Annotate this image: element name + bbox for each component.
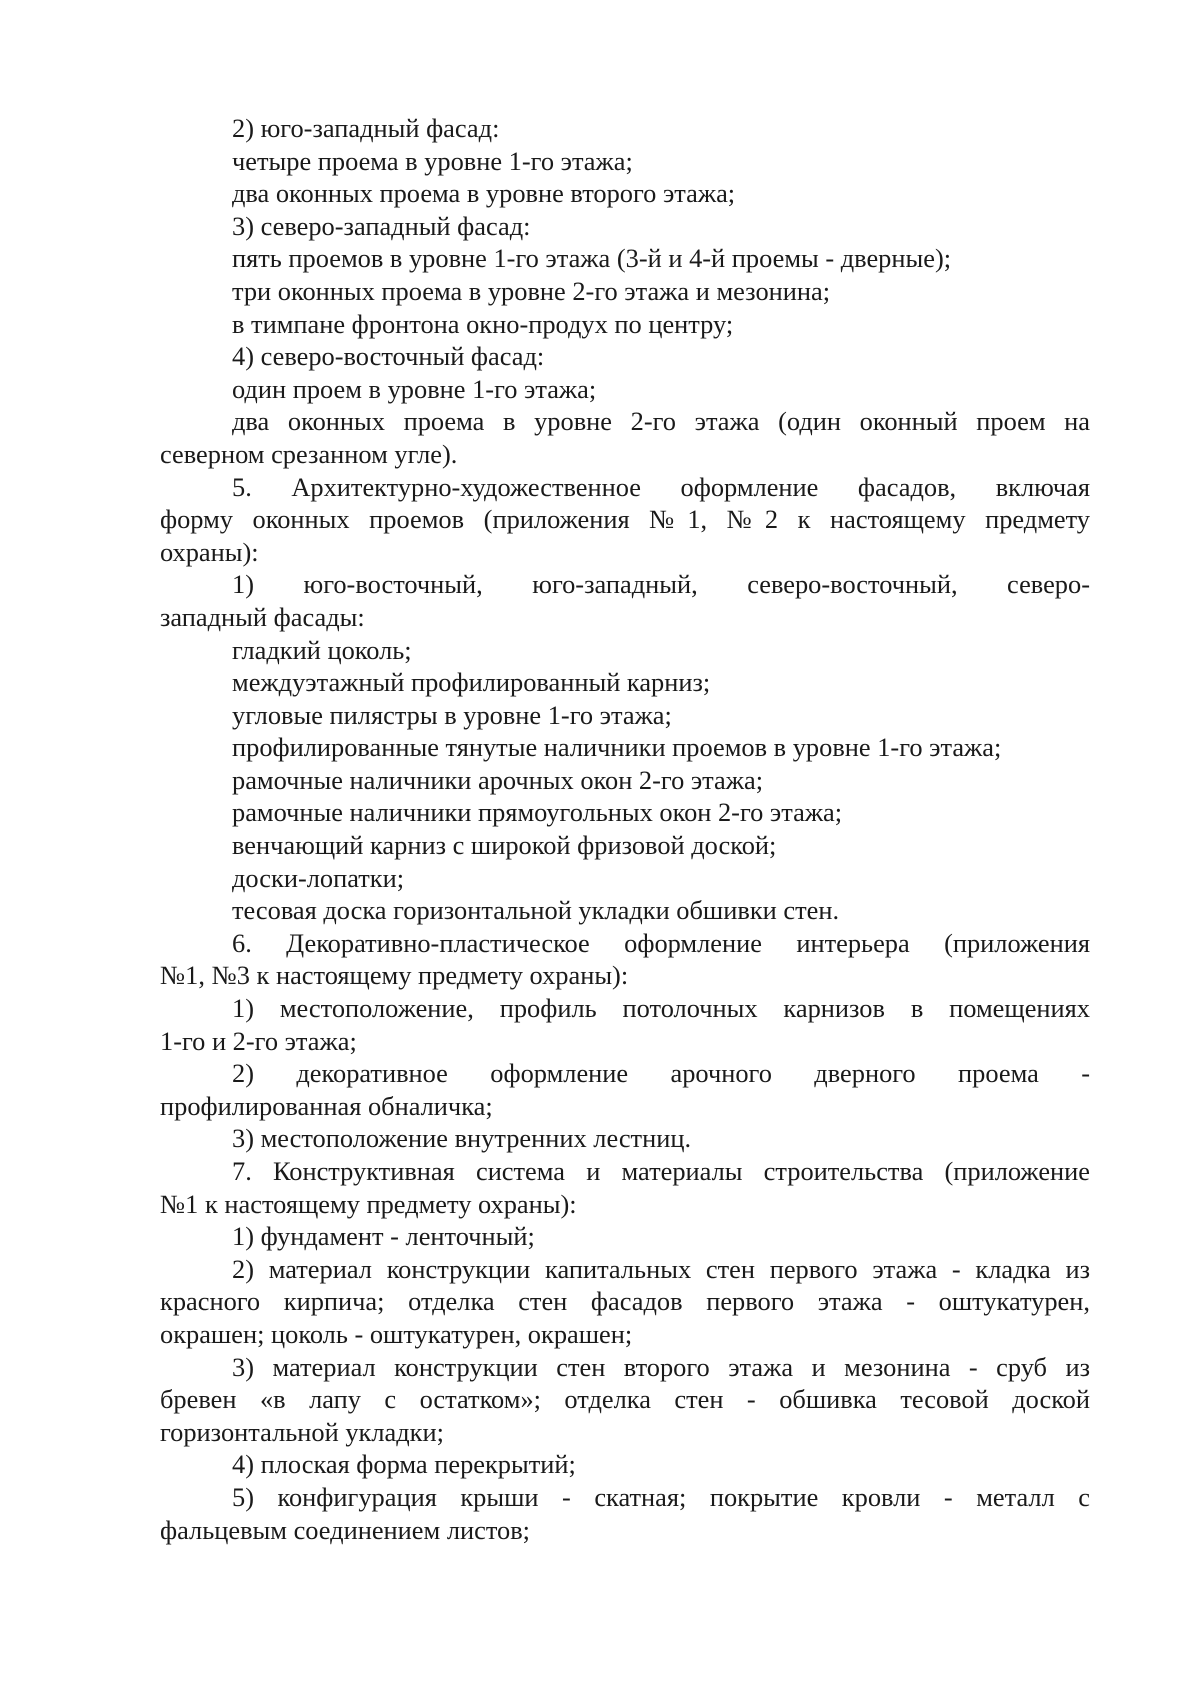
text-line: фальцевым соединением листов; [160,1514,530,1545]
text-line: 2) декоративное оформление арочного дверного проема - [232,1058,1090,1089]
text-line: 5. Архитектурно-художественное оформление фасадов, включая [232,471,1090,502]
text-line: междуэтажный профилированный карниз; [232,667,711,698]
text-line: четыре проема в уровне 1-го этажа; [232,145,633,176]
text-line: охраны): [160,536,259,567]
text-line: угловые пилястры в уровне 1-го этажа; [232,699,672,730]
text-line: 2) юго-западный фасад: [232,113,500,143]
text-line: профилированные тянутые наличники проемов в уровне 1-го этажа; [232,732,1002,763]
text-line: доски-лопатки; [232,862,405,893]
text-line: два оконных проема в уровне 2-го этажа (один оконный проем на [232,406,1090,437]
text-line: тесовая доска горизонтальной укладки обшивки стен. [232,895,840,926]
text-line: бревен «в лапу с остатком»; отделка стен - обшивка тесовой доской [160,1384,1090,1415]
text-line: №1, №3 к настоящему предмету охраны): [160,960,629,991]
text-line: 1) юго-восточный, юго-западный, северо-восточный, северо- [232,569,1090,600]
text-line: 3) местоположение внутренних лестниц. [232,1123,692,1154]
text-line: окрашен; цоколь - оштукатурен, окрашен; [160,1318,633,1349]
document-page [160,112,1090,1546]
text-line: 3) материал конструкции стен второго этажа и мезонина - сруб из [232,1351,1090,1382]
text-line: красного кирпича; отделка стен фасадов первого этажа - оштукатурен, [160,1286,1090,1317]
text-line: 4) северо-восточный фасад: [232,341,545,372]
text-line: 3) северо-западный фасад: [232,210,531,241]
text-line: венчающий карниз с широкой фризовой доской; [232,830,777,861]
text-line: форму оконных проемов (приложения №1, №2 к настоящему предмету [160,504,1090,535]
text-line: пять проемов в уровне 1-го этажа (3-й и 4-й проемы - дверные); [232,243,952,274]
text-line: профилированная обналичка; [160,1090,493,1121]
text-line: 1-го и 2-го этажа; [160,1025,357,1056]
text-line: рамочные наличники прямоугольных окон 2-го этажа; [232,797,843,828]
text-line: 1) местоположение, профиль потолочных карнизов в помещениях [232,993,1090,1024]
text-line: 7. Конструктивная система и материалы строительства (приложение [232,1156,1090,1186]
text-line: №1 к настоящему предмету охраны): [160,1188,577,1219]
text-line: 4) плоская форма перекрытий; [232,1449,576,1480]
text-line: один проем в уровне 1-го этажа; [232,373,597,404]
text-line: два оконных проема в уровне второго этажа; [232,178,736,209]
text-line: северном срезанном угле). [160,438,458,469]
text-line: рамочные наличники арочных окон 2-го этажа; [232,764,764,795]
text-line: горизонтальной укладки; [160,1416,444,1447]
text-line: 5) конфигурация крыши - скатная; покрытие кровли - металл с [232,1481,1090,1512]
text-line: западный фасады: [160,601,365,632]
text-line: 2) материал конструкции капитальных стен первого этажа - кладка из [232,1253,1090,1284]
text-line: 1) фундамент - ленточный; [232,1221,535,1252]
text-line: в тимпане фронтона окно-продух по центру; [232,308,734,339]
text-line: 6. Декоративно-пластическое оформление интерьера (приложения [232,927,1090,958]
text-line: гладкий цоколь; [232,634,412,665]
text-line: три оконных проема в уровне 2-го этажа и мезонина; [232,275,831,306]
